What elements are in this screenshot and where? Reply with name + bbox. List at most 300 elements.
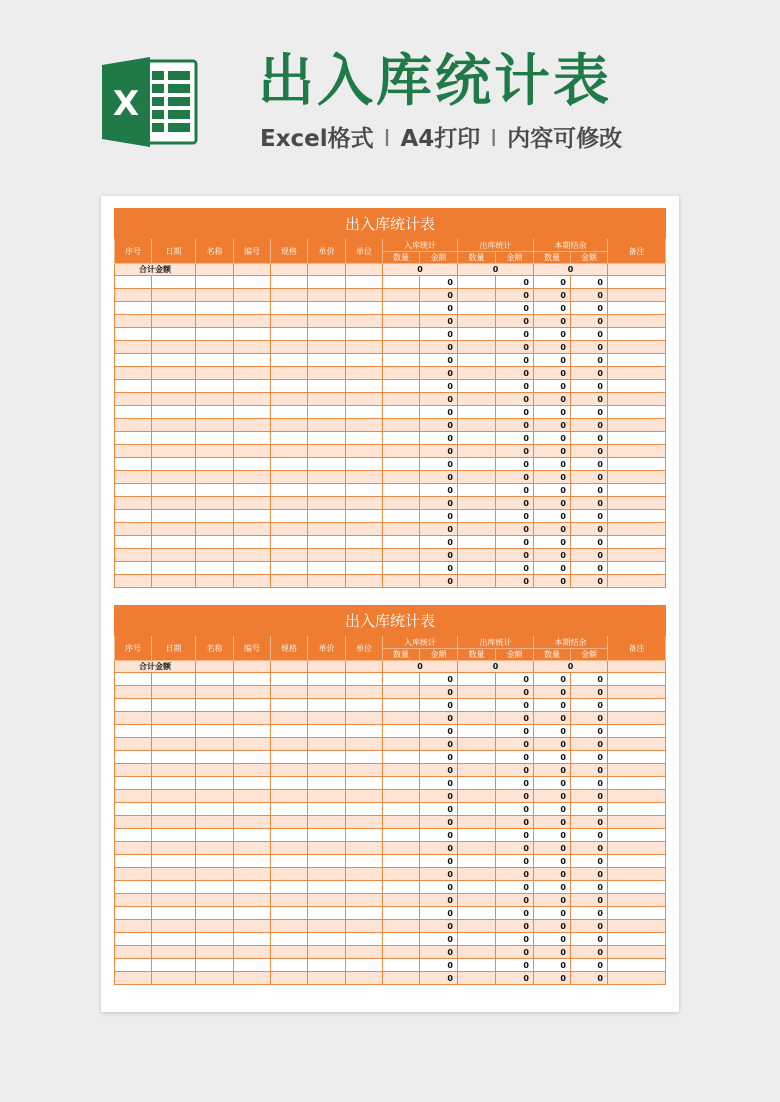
table-cell[interactable] <box>308 712 346 725</box>
table-cell[interactable] <box>115 575 152 588</box>
table-cell[interactable] <box>608 341 666 354</box>
computed-cell[interactable]: 0 <box>496 445 534 458</box>
computed-cell[interactable]: 0 <box>571 484 608 497</box>
table-cell[interactable] <box>346 276 383 289</box>
table-cell[interactable] <box>234 868 271 881</box>
table-cell[interactable] <box>308 751 346 764</box>
table-cell[interactable] <box>346 432 383 445</box>
table-cell[interactable] <box>234 803 271 816</box>
table-cell[interactable] <box>115 881 152 894</box>
table-cell[interactable] <box>458 829 496 842</box>
table-cell[interactable] <box>234 972 271 985</box>
table-cell[interactable] <box>115 354 152 367</box>
table-cell[interactable] <box>346 725 383 738</box>
table-cell[interactable] <box>346 497 383 510</box>
table-cell[interactable] <box>234 699 271 712</box>
computed-cell[interactable]: 0 <box>534 419 571 432</box>
table-cell[interactable] <box>234 907 271 920</box>
table-cell[interactable] <box>234 328 271 341</box>
computed-cell[interactable]: 0 <box>420 575 458 588</box>
computed-cell[interactable]: 0 <box>534 328 571 341</box>
computed-cell[interactable]: 0 <box>534 907 571 920</box>
computed-cell[interactable]: 0 <box>534 920 571 933</box>
table-cell[interactable] <box>271 816 308 829</box>
computed-cell[interactable]: 0 <box>534 738 571 751</box>
table-cell[interactable] <box>115 816 152 829</box>
table-cell[interactable] <box>115 842 152 855</box>
table-cell[interactable] <box>271 289 308 302</box>
table-cell[interactable] <box>383 907 420 920</box>
table-cell[interactable] <box>115 959 152 972</box>
computed-cell[interactable]: 0 <box>571 276 608 289</box>
computed-cell[interactable]: 0 <box>496 751 534 764</box>
computed-cell[interactable]: 0 <box>420 855 458 868</box>
computed-cell[interactable]: 0 <box>496 523 534 536</box>
computed-cell[interactable]: 0 <box>571 803 608 816</box>
total-cell[interactable] <box>196 264 234 276</box>
table-cell[interactable] <box>383 523 420 536</box>
computed-cell[interactable]: 0 <box>534 497 571 510</box>
table-cell[interactable] <box>271 315 308 328</box>
table-cell[interactable] <box>196 471 234 484</box>
table-cell[interactable] <box>152 842 196 855</box>
table-cell[interactable] <box>346 341 383 354</box>
computed-cell[interactable]: 0 <box>496 894 534 907</box>
table-cell[interactable] <box>383 458 420 471</box>
table-cell[interactable] <box>152 803 196 816</box>
computed-cell[interactable]: 0 <box>496 367 534 380</box>
table-cell[interactable] <box>383 725 420 738</box>
table-cell[interactable] <box>308 855 346 868</box>
table-cell[interactable] <box>346 484 383 497</box>
computed-cell[interactable]: 0 <box>534 289 571 302</box>
table-cell[interactable] <box>234 881 271 894</box>
table-cell[interactable] <box>271 972 308 985</box>
computed-cell[interactable]: 0 <box>420 868 458 881</box>
table-cell[interactable] <box>458 881 496 894</box>
table-cell[interactable] <box>234 419 271 432</box>
table-cell[interactable] <box>152 471 196 484</box>
table-cell[interactable] <box>608 276 666 289</box>
total-value[interactable]: 0 <box>458 661 534 673</box>
table-cell[interactable] <box>383 419 420 432</box>
table-cell[interactable] <box>234 497 271 510</box>
table-cell[interactable] <box>458 751 496 764</box>
table-cell[interactable] <box>115 289 152 302</box>
table-cell[interactable] <box>152 497 196 510</box>
table-cell[interactable] <box>608 302 666 315</box>
table-cell[interactable] <box>308 393 346 406</box>
computed-cell[interactable]: 0 <box>534 764 571 777</box>
computed-cell[interactable]: 0 <box>420 946 458 959</box>
total-remarks-cell[interactable] <box>608 661 666 673</box>
table-cell[interactable] <box>271 445 308 458</box>
computed-cell[interactable]: 0 <box>496 328 534 341</box>
table-cell[interactable] <box>196 777 234 790</box>
table-cell[interactable] <box>196 764 234 777</box>
table-cell[interactable] <box>458 367 496 380</box>
table-cell[interactable] <box>346 406 383 419</box>
computed-cell[interactable]: 0 <box>534 276 571 289</box>
table-cell[interactable] <box>308 276 346 289</box>
table-cell[interactable] <box>152 458 196 471</box>
computed-cell[interactable]: 0 <box>571 393 608 406</box>
computed-cell[interactable]: 0 <box>534 946 571 959</box>
table-cell[interactable] <box>152 933 196 946</box>
computed-cell[interactable]: 0 <box>534 445 571 458</box>
computed-cell[interactable]: 0 <box>496 881 534 894</box>
table-cell[interactable] <box>115 302 152 315</box>
table-cell[interactable] <box>196 510 234 523</box>
table-cell[interactable] <box>196 419 234 432</box>
table-cell[interactable] <box>383 816 420 829</box>
table-cell[interactable] <box>152 484 196 497</box>
computed-cell[interactable]: 0 <box>420 367 458 380</box>
table-cell[interactable] <box>383 790 420 803</box>
table-cell[interactable] <box>152 946 196 959</box>
table-cell[interactable] <box>152 276 196 289</box>
table-cell[interactable] <box>608 881 666 894</box>
table-cell[interactable] <box>152 367 196 380</box>
table-cell[interactable] <box>458 764 496 777</box>
table-cell[interactable] <box>346 881 383 894</box>
table-cell[interactable] <box>458 816 496 829</box>
computed-cell[interactable]: 0 <box>571 510 608 523</box>
table-cell[interactable] <box>271 855 308 868</box>
computed-cell[interactable]: 0 <box>420 959 458 972</box>
table-cell[interactable] <box>115 803 152 816</box>
total-value[interactable]: 0 <box>458 264 534 276</box>
table-cell[interactable] <box>458 920 496 933</box>
table-cell[interactable] <box>271 367 308 380</box>
table-cell[interactable] <box>196 367 234 380</box>
table-cell[interactable] <box>115 790 152 803</box>
table-cell[interactable] <box>608 458 666 471</box>
table-cell[interactable] <box>308 959 346 972</box>
table-cell[interactable] <box>196 725 234 738</box>
table-cell[interactable] <box>196 302 234 315</box>
computed-cell[interactable]: 0 <box>496 276 534 289</box>
table-cell[interactable] <box>608 712 666 725</box>
table-cell[interactable] <box>271 920 308 933</box>
table-cell[interactable] <box>196 289 234 302</box>
table-cell[interactable] <box>383 673 420 686</box>
table-cell[interactable] <box>234 673 271 686</box>
table-cell[interactable] <box>196 790 234 803</box>
computed-cell[interactable]: 0 <box>420 380 458 393</box>
table-cell[interactable] <box>346 458 383 471</box>
table-cell[interactable] <box>308 907 346 920</box>
computed-cell[interactable]: 0 <box>496 419 534 432</box>
table-cell[interactable] <box>234 471 271 484</box>
table-cell[interactable] <box>196 920 234 933</box>
table-cell[interactable] <box>346 367 383 380</box>
table-cell[interactable] <box>308 790 346 803</box>
computed-cell[interactable]: 0 <box>571 959 608 972</box>
table-cell[interactable] <box>115 276 152 289</box>
table-cell[interactable] <box>308 764 346 777</box>
table-cell[interactable] <box>234 777 271 790</box>
table-cell[interactable] <box>608 920 666 933</box>
table-cell[interactable] <box>152 289 196 302</box>
table-cell[interactable] <box>458 497 496 510</box>
computed-cell[interactable]: 0 <box>420 445 458 458</box>
table-cell[interactable] <box>346 946 383 959</box>
table-cell[interactable] <box>346 354 383 367</box>
computed-cell[interactable]: 0 <box>571 289 608 302</box>
computed-cell[interactable]: 0 <box>420 406 458 419</box>
computed-cell[interactable]: 0 <box>571 341 608 354</box>
table-cell[interactable] <box>152 725 196 738</box>
table-cell[interactable] <box>152 751 196 764</box>
table-cell[interactable] <box>234 354 271 367</box>
computed-cell[interactable]: 0 <box>534 458 571 471</box>
table-cell[interactable] <box>115 933 152 946</box>
computed-cell[interactable]: 0 <box>571 829 608 842</box>
table-cell[interactable] <box>346 673 383 686</box>
table-cell[interactable] <box>346 829 383 842</box>
table-cell[interactable] <box>152 302 196 315</box>
computed-cell[interactable]: 0 <box>534 712 571 725</box>
table-cell[interactable] <box>458 946 496 959</box>
computed-cell[interactable]: 0 <box>534 354 571 367</box>
table-cell[interactable] <box>196 946 234 959</box>
computed-cell[interactable]: 0 <box>571 380 608 393</box>
table-cell[interactable] <box>346 933 383 946</box>
table-cell[interactable] <box>383 777 420 790</box>
table-cell[interactable] <box>308 510 346 523</box>
table-cell[interactable] <box>346 471 383 484</box>
table-cell[interactable] <box>308 523 346 536</box>
table-cell[interactable] <box>608 289 666 302</box>
table-cell[interactable] <box>383 868 420 881</box>
total-cell[interactable] <box>234 264 271 276</box>
computed-cell[interactable]: 0 <box>496 341 534 354</box>
computed-cell[interactable]: 0 <box>571 920 608 933</box>
table-cell[interactable] <box>152 855 196 868</box>
table-cell[interactable] <box>234 289 271 302</box>
table-cell[interactable] <box>152 445 196 458</box>
table-cell[interactable] <box>458 471 496 484</box>
table-cell[interactable] <box>196 816 234 829</box>
table-cell[interactable] <box>271 751 308 764</box>
table-cell[interactable] <box>271 803 308 816</box>
computed-cell[interactable]: 0 <box>420 315 458 328</box>
total-cell[interactable] <box>196 661 234 673</box>
table-cell[interactable] <box>271 406 308 419</box>
table-cell[interactable] <box>234 315 271 328</box>
table-cell[interactable] <box>196 458 234 471</box>
table-cell[interactable] <box>608 933 666 946</box>
total-remarks-cell[interactable] <box>608 264 666 276</box>
computed-cell[interactable]: 0 <box>571 419 608 432</box>
table-cell[interactable] <box>196 673 234 686</box>
table-cell[interactable] <box>196 315 234 328</box>
table-cell[interactable] <box>308 738 346 751</box>
table-cell[interactable] <box>234 484 271 497</box>
table-cell[interactable] <box>196 393 234 406</box>
computed-cell[interactable]: 0 <box>496 725 534 738</box>
computed-cell[interactable]: 0 <box>496 803 534 816</box>
computed-cell[interactable]: 0 <box>420 764 458 777</box>
computed-cell[interactable]: 0 <box>534 471 571 484</box>
computed-cell[interactable]: 0 <box>534 510 571 523</box>
computed-cell[interactable]: 0 <box>420 920 458 933</box>
table-cell[interactable] <box>115 868 152 881</box>
computed-cell[interactable]: 0 <box>571 881 608 894</box>
table-cell[interactable] <box>115 419 152 432</box>
table-cell[interactable] <box>271 328 308 341</box>
computed-cell[interactable]: 0 <box>571 725 608 738</box>
table-cell[interactable] <box>308 562 346 575</box>
computed-cell[interactable]: 0 <box>571 842 608 855</box>
table-cell[interactable] <box>308 881 346 894</box>
table-cell[interactable] <box>196 842 234 855</box>
computed-cell[interactable]: 0 <box>571 549 608 562</box>
table-cell[interactable] <box>458 302 496 315</box>
table-cell[interactable] <box>234 712 271 725</box>
table-cell[interactable] <box>383 946 420 959</box>
computed-cell[interactable]: 0 <box>571 536 608 549</box>
table-cell[interactable] <box>196 803 234 816</box>
table-cell[interactable] <box>115 686 152 699</box>
table-cell[interactable] <box>152 673 196 686</box>
computed-cell[interactable]: 0 <box>420 751 458 764</box>
table-cell[interactable] <box>458 419 496 432</box>
computed-cell[interactable]: 0 <box>571 764 608 777</box>
table-cell[interactable] <box>234 510 271 523</box>
computed-cell[interactable]: 0 <box>571 712 608 725</box>
total-cell[interactable] <box>346 264 383 276</box>
table-cell[interactable] <box>196 523 234 536</box>
table-cell[interactable] <box>458 562 496 575</box>
table-cell[interactable] <box>308 972 346 985</box>
table-cell[interactable] <box>308 315 346 328</box>
table-cell[interactable] <box>115 536 152 549</box>
table-cell[interactable] <box>271 673 308 686</box>
table-cell[interactable] <box>308 445 346 458</box>
table-cell[interactable] <box>346 803 383 816</box>
computed-cell[interactable]: 0 <box>571 907 608 920</box>
computed-cell[interactable]: 0 <box>534 341 571 354</box>
table-cell[interactable] <box>608 328 666 341</box>
table-cell[interactable] <box>152 790 196 803</box>
table-cell[interactable] <box>308 497 346 510</box>
table-cell[interactable] <box>458 959 496 972</box>
computed-cell[interactable]: 0 <box>571 933 608 946</box>
table-cell[interactable] <box>234 393 271 406</box>
computed-cell[interactable]: 0 <box>420 432 458 445</box>
computed-cell[interactable]: 0 <box>571 868 608 881</box>
table-cell[interactable] <box>115 673 152 686</box>
computed-cell[interactable]: 0 <box>420 725 458 738</box>
computed-cell[interactable]: 0 <box>420 933 458 946</box>
table-cell[interactable] <box>346 393 383 406</box>
table-cell[interactable] <box>196 354 234 367</box>
table-cell[interactable] <box>234 946 271 959</box>
table-cell[interactable] <box>152 575 196 588</box>
table-cell[interactable] <box>271 686 308 699</box>
computed-cell[interactable]: 0 <box>534 933 571 946</box>
table-cell[interactable] <box>152 380 196 393</box>
table-cell[interactable] <box>115 432 152 445</box>
table-cell[interactable] <box>196 686 234 699</box>
computed-cell[interactable]: 0 <box>420 816 458 829</box>
table-cell[interactable] <box>308 920 346 933</box>
table-cell[interactable] <box>608 777 666 790</box>
table-cell[interactable] <box>308 341 346 354</box>
computed-cell[interactable]: 0 <box>534 868 571 881</box>
table-cell[interactable] <box>608 803 666 816</box>
table-cell[interactable] <box>308 367 346 380</box>
computed-cell[interactable]: 0 <box>571 315 608 328</box>
computed-cell[interactable]: 0 <box>496 302 534 315</box>
computed-cell[interactable]: 0 <box>534 777 571 790</box>
table-cell[interactable] <box>346 959 383 972</box>
computed-cell[interactable]: 0 <box>496 354 534 367</box>
computed-cell[interactable]: 0 <box>571 445 608 458</box>
table-cell[interactable] <box>383 764 420 777</box>
computed-cell[interactable]: 0 <box>496 946 534 959</box>
table-cell[interactable] <box>458 777 496 790</box>
total-value[interactable]: 0 <box>534 264 608 276</box>
table-cell[interactable] <box>115 699 152 712</box>
table-cell[interactable] <box>196 829 234 842</box>
table-cell[interactable] <box>308 302 346 315</box>
table-cell[interactable] <box>234 536 271 549</box>
table-cell[interactable] <box>308 894 346 907</box>
total-cell[interactable] <box>346 661 383 673</box>
table-cell[interactable] <box>115 972 152 985</box>
table-cell[interactable] <box>308 354 346 367</box>
table-cell[interactable] <box>115 458 152 471</box>
table-cell[interactable] <box>308 471 346 484</box>
table-cell[interactable] <box>308 536 346 549</box>
table-cell[interactable] <box>608 972 666 985</box>
table-cell[interactable] <box>234 751 271 764</box>
table-cell[interactable] <box>608 536 666 549</box>
table-cell[interactable] <box>234 738 271 751</box>
table-cell[interactable] <box>115 471 152 484</box>
computed-cell[interactable]: 0 <box>496 920 534 933</box>
table-cell[interactable] <box>152 972 196 985</box>
computed-cell[interactable]: 0 <box>420 686 458 699</box>
table-cell[interactable] <box>115 725 152 738</box>
table-cell[interactable] <box>152 868 196 881</box>
table-cell[interactable] <box>271 523 308 536</box>
computed-cell[interactable]: 0 <box>571 367 608 380</box>
table-cell[interactable] <box>346 855 383 868</box>
table-cell[interactable] <box>271 497 308 510</box>
computed-cell[interactable]: 0 <box>571 816 608 829</box>
table-cell[interactable] <box>196 881 234 894</box>
computed-cell[interactable]: 0 <box>534 842 571 855</box>
table-cell[interactable] <box>115 406 152 419</box>
table-cell[interactable] <box>234 380 271 393</box>
table-cell[interactable] <box>346 712 383 725</box>
computed-cell[interactable]: 0 <box>496 868 534 881</box>
table-cell[interactable] <box>271 380 308 393</box>
total-value[interactable]: 0 <box>534 661 608 673</box>
computed-cell[interactable]: 0 <box>534 367 571 380</box>
table-cell[interactable] <box>458 549 496 562</box>
table-cell[interactable] <box>271 725 308 738</box>
table-cell[interactable] <box>383 959 420 972</box>
table-cell[interactable] <box>271 536 308 549</box>
table-cell[interactable] <box>383 751 420 764</box>
table-cell[interactable] <box>196 933 234 946</box>
computed-cell[interactable]: 0 <box>420 803 458 816</box>
